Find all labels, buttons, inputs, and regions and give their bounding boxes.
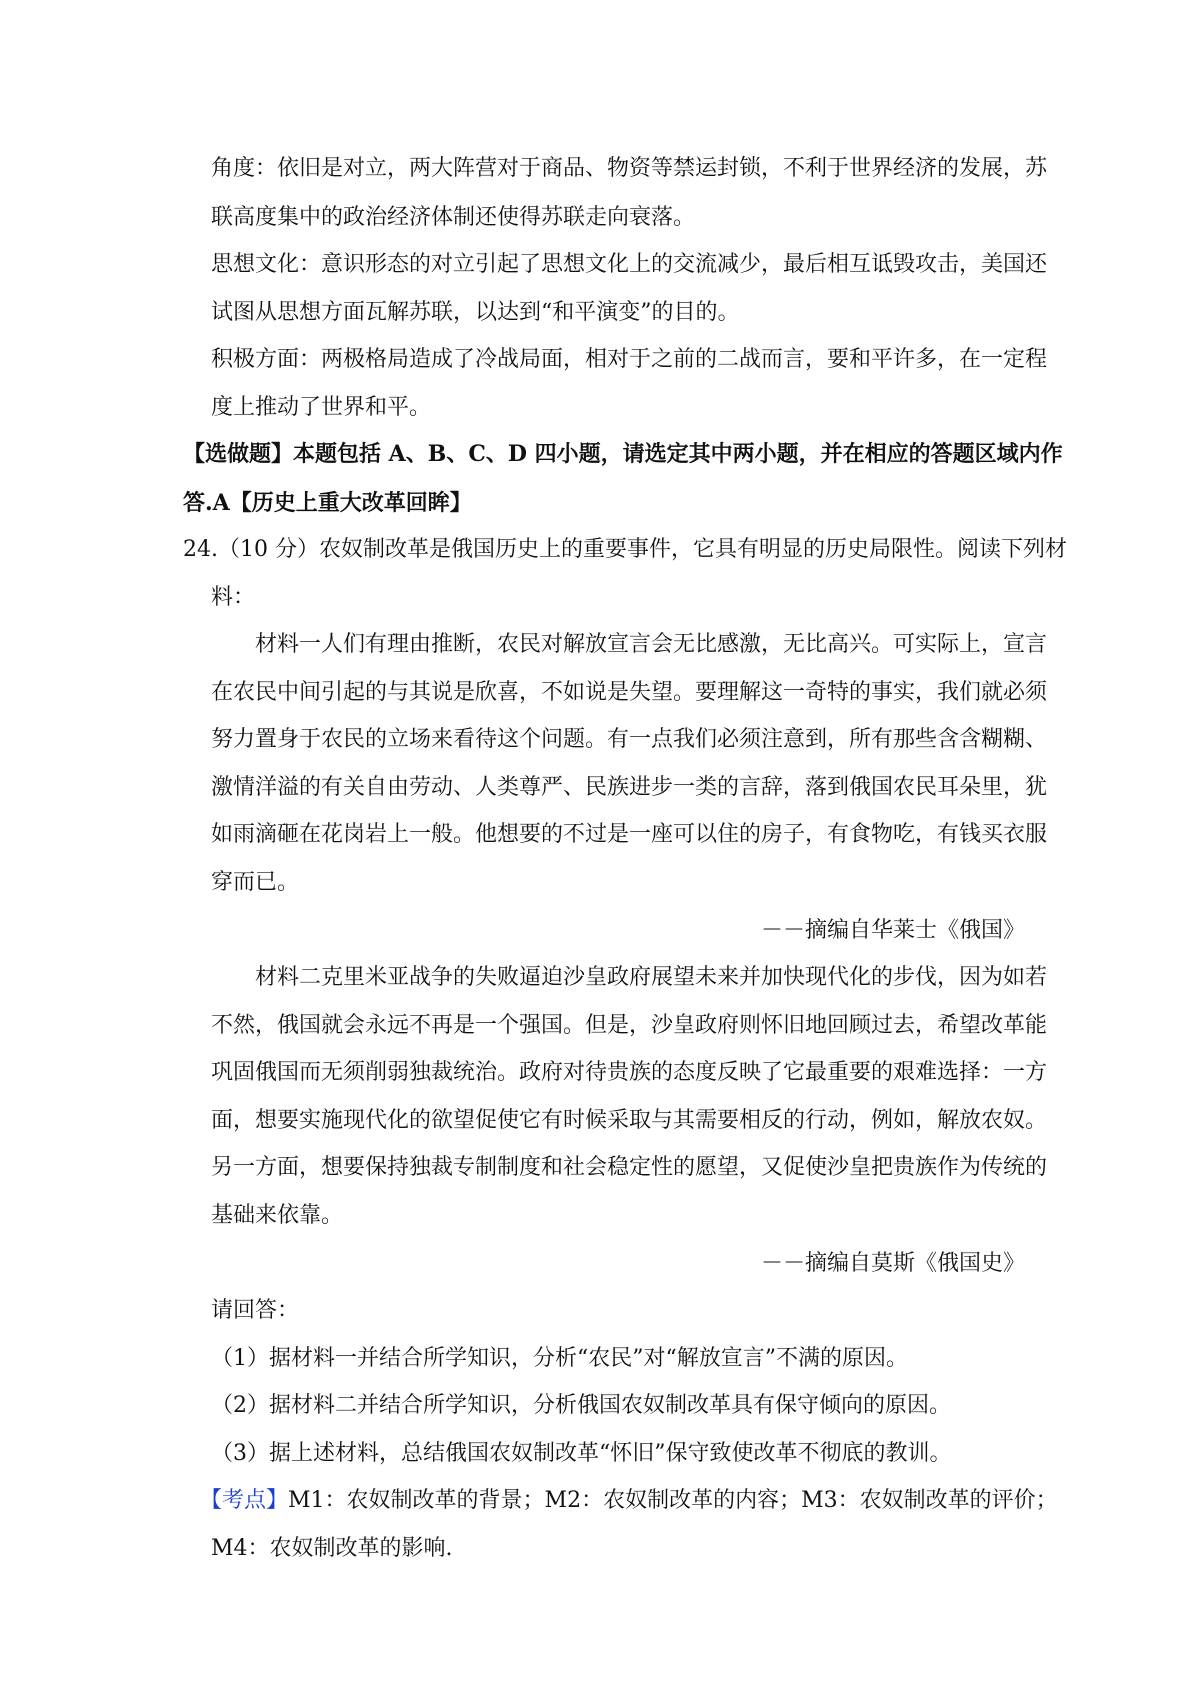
sub-question-2: （2）据材料二并结合所学知识，分析俄国农奴制改革具有保守倾向的原因。 bbox=[211, 1393, 951, 1418]
sub-question-3: （3）据上述材料，总结俄国农奴制改革“怀旧”保守致使改革不彻底的教训。 bbox=[211, 1441, 952, 1466]
econ-line-1: 角度：依旧是对立，两大阵营对于商品、物资等禁运封锁，不利于世界经济的发展，苏 bbox=[211, 156, 1048, 181]
culture-line-2: 试图从思想方面瓦解苏联，以达到“和平演变”的目的。 bbox=[211, 300, 740, 325]
kaodian-tag: 【考点】 bbox=[200, 1488, 289, 1513]
material-2-line: 面，想要实施现代化的欲望促使它有时候采取与其需要相反的行动，例如，解放农奴。 bbox=[211, 1108, 1048, 1133]
material-2-line: 材料二克里米亚战争的失败逼迫沙皇政府展望未来并加快现代化的步伐，因为如若 bbox=[255, 965, 1048, 990]
sub-question-1: （1）据材料一并结合所学知识，分析“农民”对“解放宣言”不满的原因。 bbox=[211, 1346, 908, 1371]
material-2-line: 基础来依靠。 bbox=[211, 1203, 344, 1228]
material-2-line: 不然，俄国就会永远不再是一个强国。但是，沙皇政府则怀旧地回顾过去，希望改革能 bbox=[211, 1013, 1048, 1038]
material-2-line: 另一方面，想要保持独裁专制制度和社会稳定性的愿望，又促使沙皇把贵族作为传统的 bbox=[211, 1155, 1048, 1180]
section-heading-line-2: 答.A【历史上重大改革回眸】 bbox=[183, 490, 472, 516]
kaodian-line-2: M4：农奴制改革的影响. bbox=[211, 1536, 453, 1561]
question-prompt: 请回答： bbox=[211, 1298, 300, 1323]
culture-line-1: 思想文化：意识形态的对立引起了思想文化上的交流减少，最后相互诋毁攻击，美国还 bbox=[211, 252, 1048, 277]
material-1-line: 材料一人们有理由推断，农民对解放宣言会无比感激，无比高兴。可实际上，宣言 bbox=[255, 632, 1048, 657]
material-2-source: －－摘编自莫斯《俄国史》 bbox=[760, 1251, 1025, 1276]
question-intro-line-1: 24.（10 分）农奴制改革是俄国历史上的重要事件，它具有明显的历史局限性。阅读下列材 bbox=[183, 537, 1067, 562]
material-1-line: 激情洋溢的有关自由劳动、人类尊严、民族进步一类的言辞，落到俄国农民耳朵里，犹 bbox=[211, 775, 1048, 800]
material-2-line: 巩固俄国而无须削弱独裁统治。政府对待贵族的态度反映了它最重要的艰难选择：一方 bbox=[211, 1060, 1048, 1085]
positive-line-2: 度上推动了世界和平。 bbox=[211, 395, 432, 420]
section-heading-line-1: 【选做题】本题包括 A、B、C、D 四小题，请选定其中两小题，并在相应的答题区域内作 bbox=[183, 441, 1063, 467]
kaodian-text: M1：农奴制改革的背景；M2：农奴制改革的内容；M3：农奴制改革的评价； bbox=[288, 1488, 1058, 1513]
material-1-line: 在农民中间引起的与其说是欣喜，不如说是失望。要理解这一奇特的事实，我们就必须 bbox=[211, 680, 1048, 705]
material-1-line: 如雨滴砸在花岗岩上一般。他想要的不过是一座可以住的房子，有食物吃，有钱买衣服 bbox=[211, 822, 1048, 847]
kaodian-line-1 bbox=[200, 1486, 1058, 1516]
material-1-source: －－摘编自华莱士《俄国》 bbox=[760, 918, 1025, 943]
positive-line-1: 积极方面：两极格局造成了冷战局面，相对于之前的二战而言，要和平许多，在一定程 bbox=[211, 347, 1048, 372]
econ-line-2: 联高度集中的政治经济体制还使得苏联走向衰落。 bbox=[211, 205, 696, 230]
material-1-line: 穿而已。 bbox=[211, 870, 300, 895]
question-intro-line-2: 料： bbox=[211, 585, 256, 610]
material-1-line: 努力置身于农民的立场来看待这个问题。有一点我们必须注意到，所有那些含含糊糊、 bbox=[211, 727, 1048, 752]
